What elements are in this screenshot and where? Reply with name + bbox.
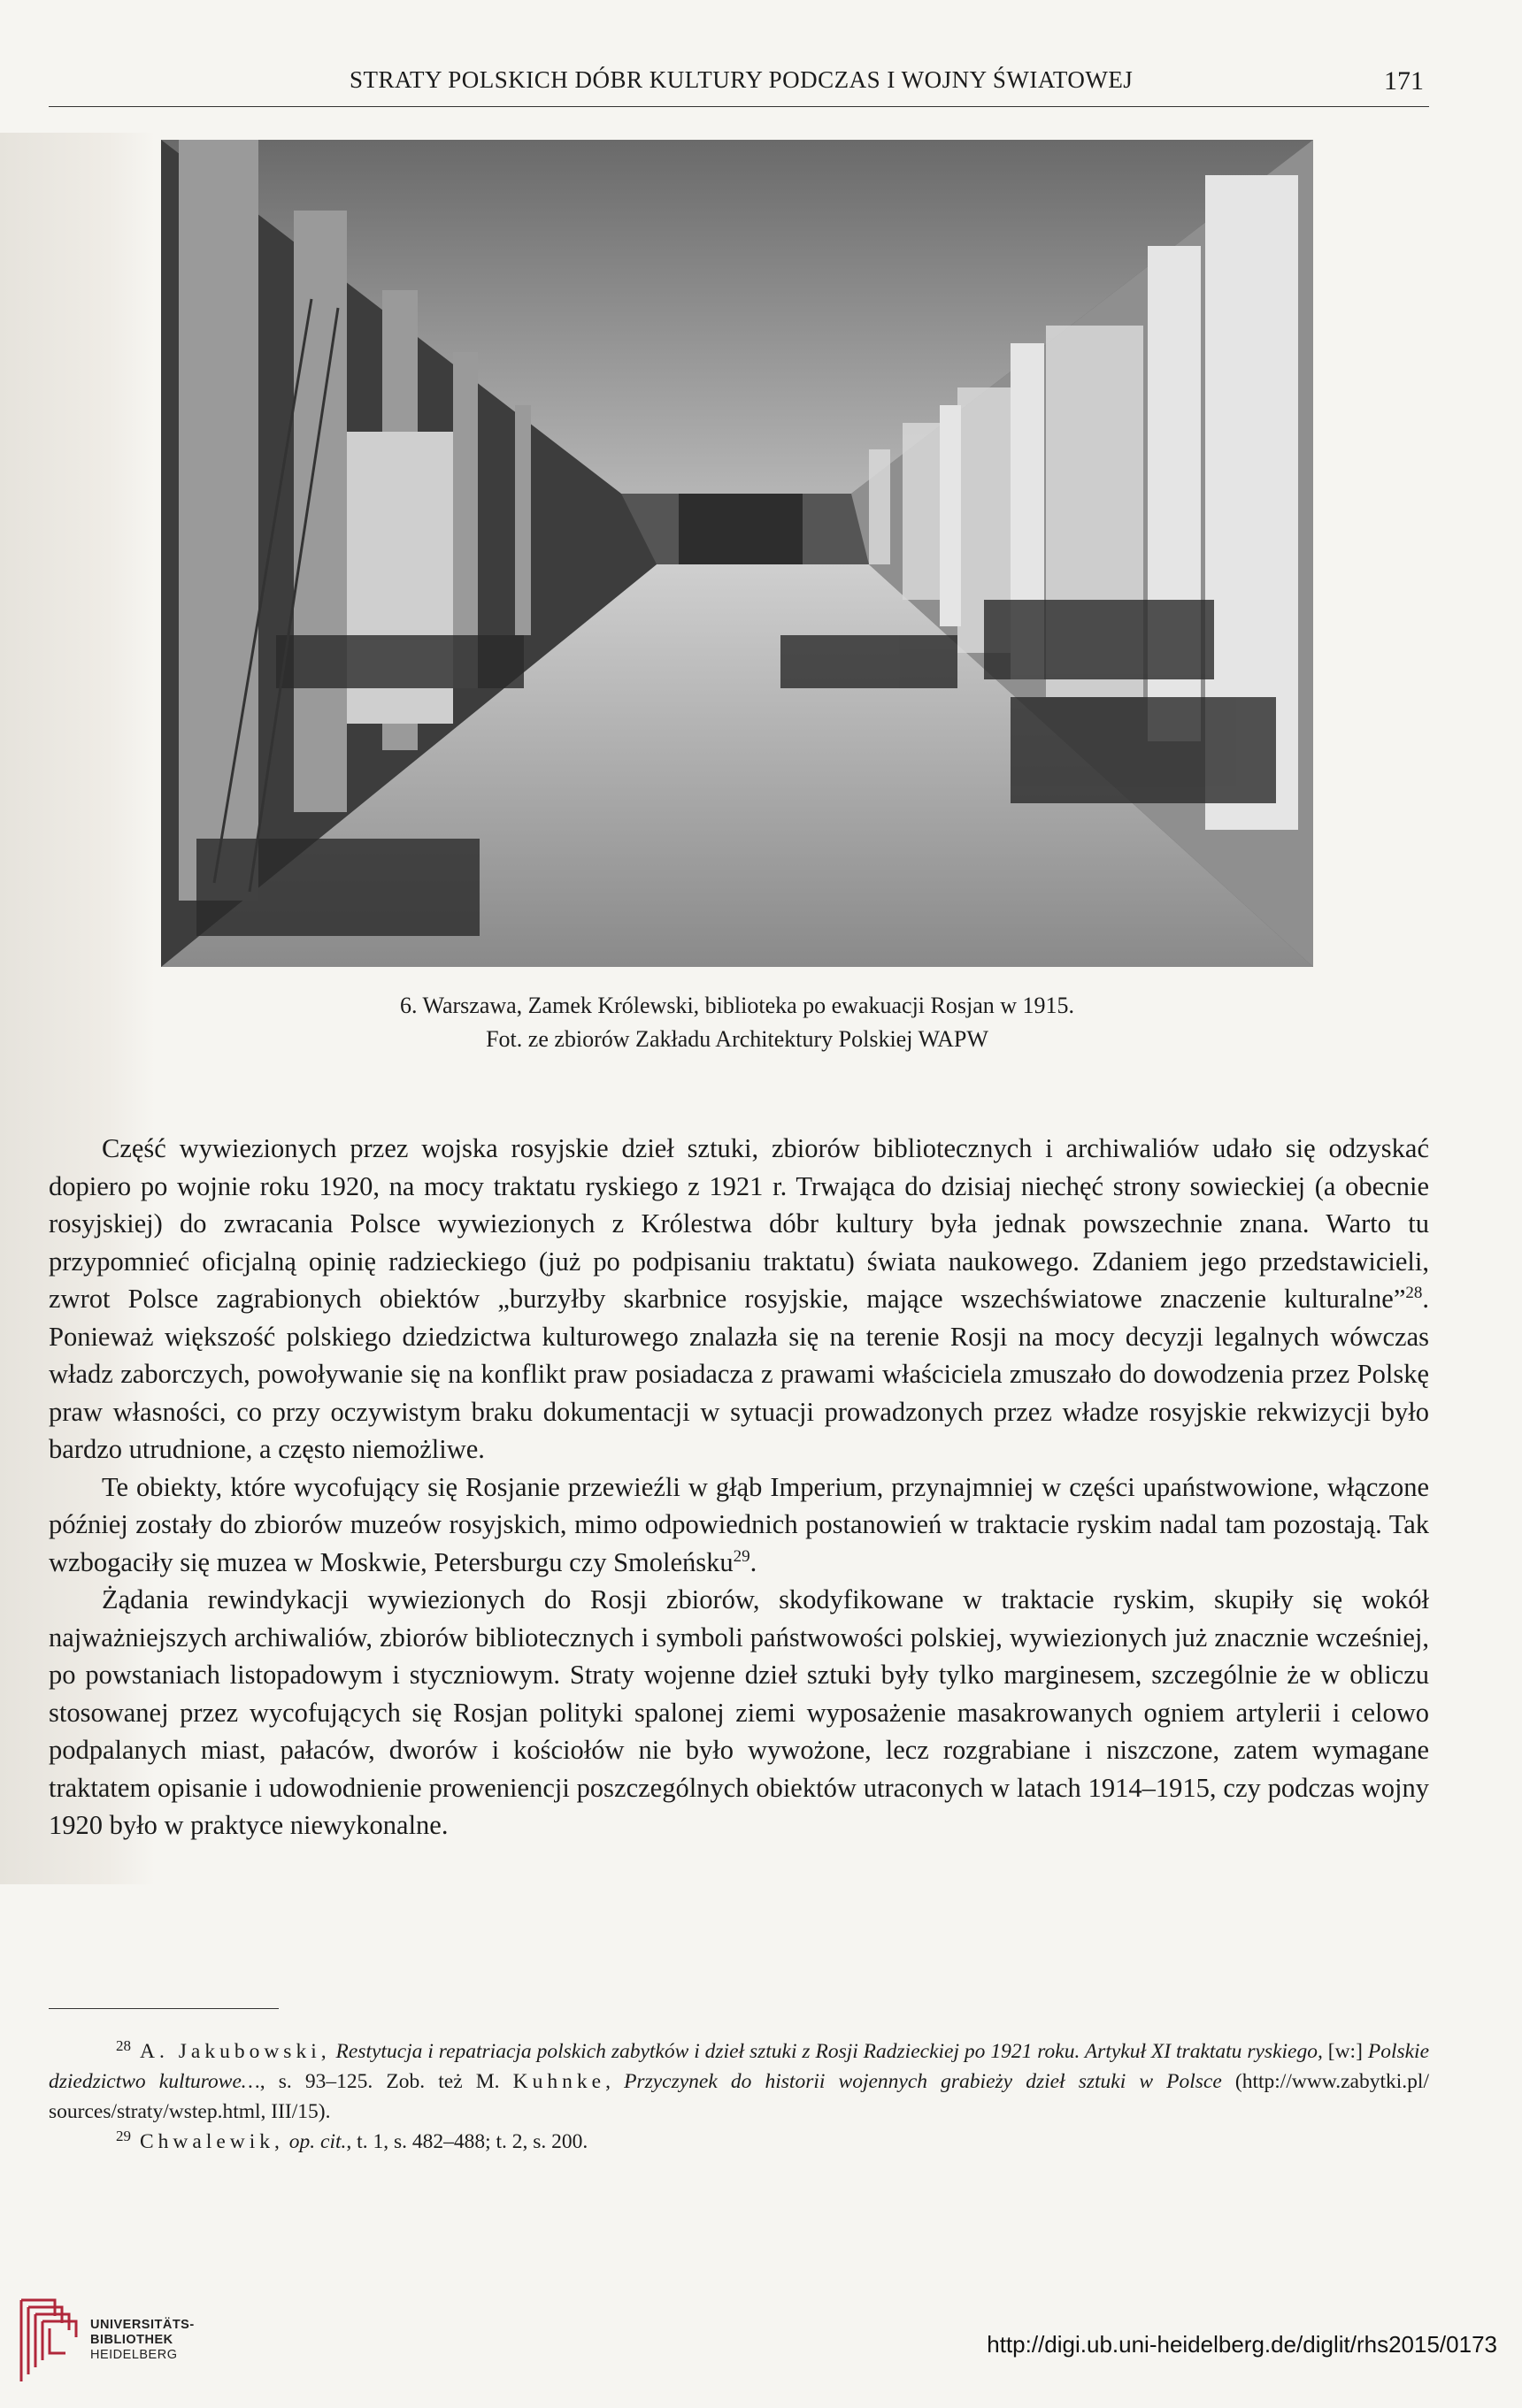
library-name-line-3: HEIDELBERG [90,2348,178,2362]
caption-line-2: Fot. ze zbiorów Zakładu Architektury Polskiej WAPW [486,1026,988,1052]
footnote-28-number: 28 [116,2037,131,2054]
paragraph-2-text-b: . [749,1546,757,1577]
body-text [49,1130,1429,1844]
footnotes [49,2036,1429,2157]
footnote-28-author: A. Jakubowski, [140,2040,331,2063]
footnote-divider [49,2008,279,2009]
footnote-28-pages: , s. 93–125. Zob. też M. [259,2070,513,2093]
footnote-28-in: [w:] [1322,2040,1368,2063]
paragraph-3: Żądania rewindykacji wywiezionych do Rosji zbiorów, skodyfikowane w traktacie ryskim, skupiły się wokół najważniejszych archiwaliów, zbiorów bibliotecznych i symboli państwowości polskiej, wywiezionych już znacznie wcześniej, po powstaniach listopadowym i styczniowym. Straty wojenne dzieł sztuki były tylko marginesem, szczególnie że w obliczu stosowanej przez wycofujących się Rosjan polityki spalonej ziemi wyposażenie masakrowanych ogniem artylerii i celowo podpalanych miast, pałaców, dworów i kościołów nie było wywożone, lecz rozgrabiane i niszczone, zatem wymagane traktatem opisanie i udowodnienie proweniencji poszczególnych obiektów utraconych w latach 1914–1915, czy podczas wojny 1920 było w praktyce niewykonalne. [49,1584,1429,1840]
footnote-28-title: Restytucja i repatriacja polskich zabytków i dzieł sztuki z Rosji Radzieckiej po 1921 roku. Artykuł XI traktatu ryskiego, [335,2040,1323,2063]
footnote-28-book: Polskie dziedzictwo kulturowe… [49,2040,1430,2093]
library-name-line-1: UNIVERSITÄTS- [90,2318,195,2332]
paragraph-2-text-a: Te obiekty, które wycofujący się Rosjanie przewieźli w głąb Imperium, przynajmniej w części upaństwowione, włączone później zostały do zbiorów muzeów rosyjskich, mimo odpowiednich postanowień w traktacie ryskim nadal tam pozostają. Tak wzbogaciły się muzea w Moskwie, Petersburgu czy Smoleńsku [49,1471,1429,1577]
footnote-28-title-2: Przyczynek do historii wojennych grabieży dzieł sztuki w Polsce [624,2070,1222,2093]
library-logo [16,2291,246,2389]
library-photo-illustration [161,140,1313,967]
page-header [49,62,1429,107]
footnote-29 [49,2127,1429,2157]
footnote-ref-28[interactable]: 28 [1405,1284,1423,1302]
paragraph-2 [49,1469,1429,1582]
footnote-28-author-2: Kuhnke [512,2070,606,2093]
paragraph-1 [49,1130,1429,1469]
footnote-28-comma: , [605,2070,625,2093]
library-name-line-2: BIBLIOTHEK [90,2333,173,2347]
library-photo [161,140,1313,967]
library-name [90,2318,195,2363]
library-logo-icon [16,2293,83,2387]
caption-line-1: 6. Warszawa, Zamek Królewski, biblioteka po ewakuacji Rosjan w 1915. [399,993,1075,1018]
footnote-28-url[interactable]: (http://www.zabytki.pl/ sources/straty/wstep.html, III/15). [49,2070,1429,2123]
footnote-29-number: 29 [116,2128,131,2144]
source-url-link[interactable]: http://digi.ub.uni-heidelberg.de/diglit/rhs2015/0173 [987,2331,1497,2358]
footnote-29-author: Chwalewik, [140,2130,284,2153]
paragraph-1-text-b: . Ponieważ większość polskiego dziedzictwa kulturowego znalazła się na terenie Rosji na mocy decyzji legalnych wówczas władz zaborczych, powoływanie się na konflikt praw posiadacza z prawami właściciela zmuszało do dowodzenia przez Polskę praw własności, co przy oczywistym braku dokumentacji w sytuacji prowadzonych przez władze rosyjskie rekwizycji było bardzo utrudnione, a często niemożliwe. [49,1284,1429,1464]
footnote-29-rest: , t. 1, s. 482–488; t. 2, s. 200. [346,2130,588,2153]
footnote-ref-29[interactable]: 29 [733,1546,750,1566]
page-number: 171 [1384,66,1424,96]
figure-caption [161,989,1313,1056]
running-head: STRATY POLSKICH DÓBR KULTURY PODCZAS I WOJNY ŚWIATOWEJ [350,66,1134,93]
footnote-29-opcit: op. cit. [283,2130,347,2153]
footnote-28 [49,2036,1429,2127]
paragraph-1-text-a: Część wywiezionych przez wojska rosyjskie dzieł sztuki, zbiorów bibliotecznych i archiwaliów udało się odzyskać dopiero po wojnie roku 1920, na mocy traktatu ryskiego z 1921 r. Trwająca do dzisiaj niechęć strony sowieckiej (a obecnie rosyjskiej) do zwracania Polsce wywiezionych z Królestwa dóbr kultury była jednak powszechnie znana. Warto tu przypomnieć oficjalną opinię radzieckiego (już po podpisaniu traktatu) świata naukowego. Zdaniem jego przedstawicieli, zwrot Polsce zagrabionych obiektów „burzyłby skarbnice rosyjskie, mające wszechświatowe znaczenie kulturalne” [49,1133,1429,1314]
